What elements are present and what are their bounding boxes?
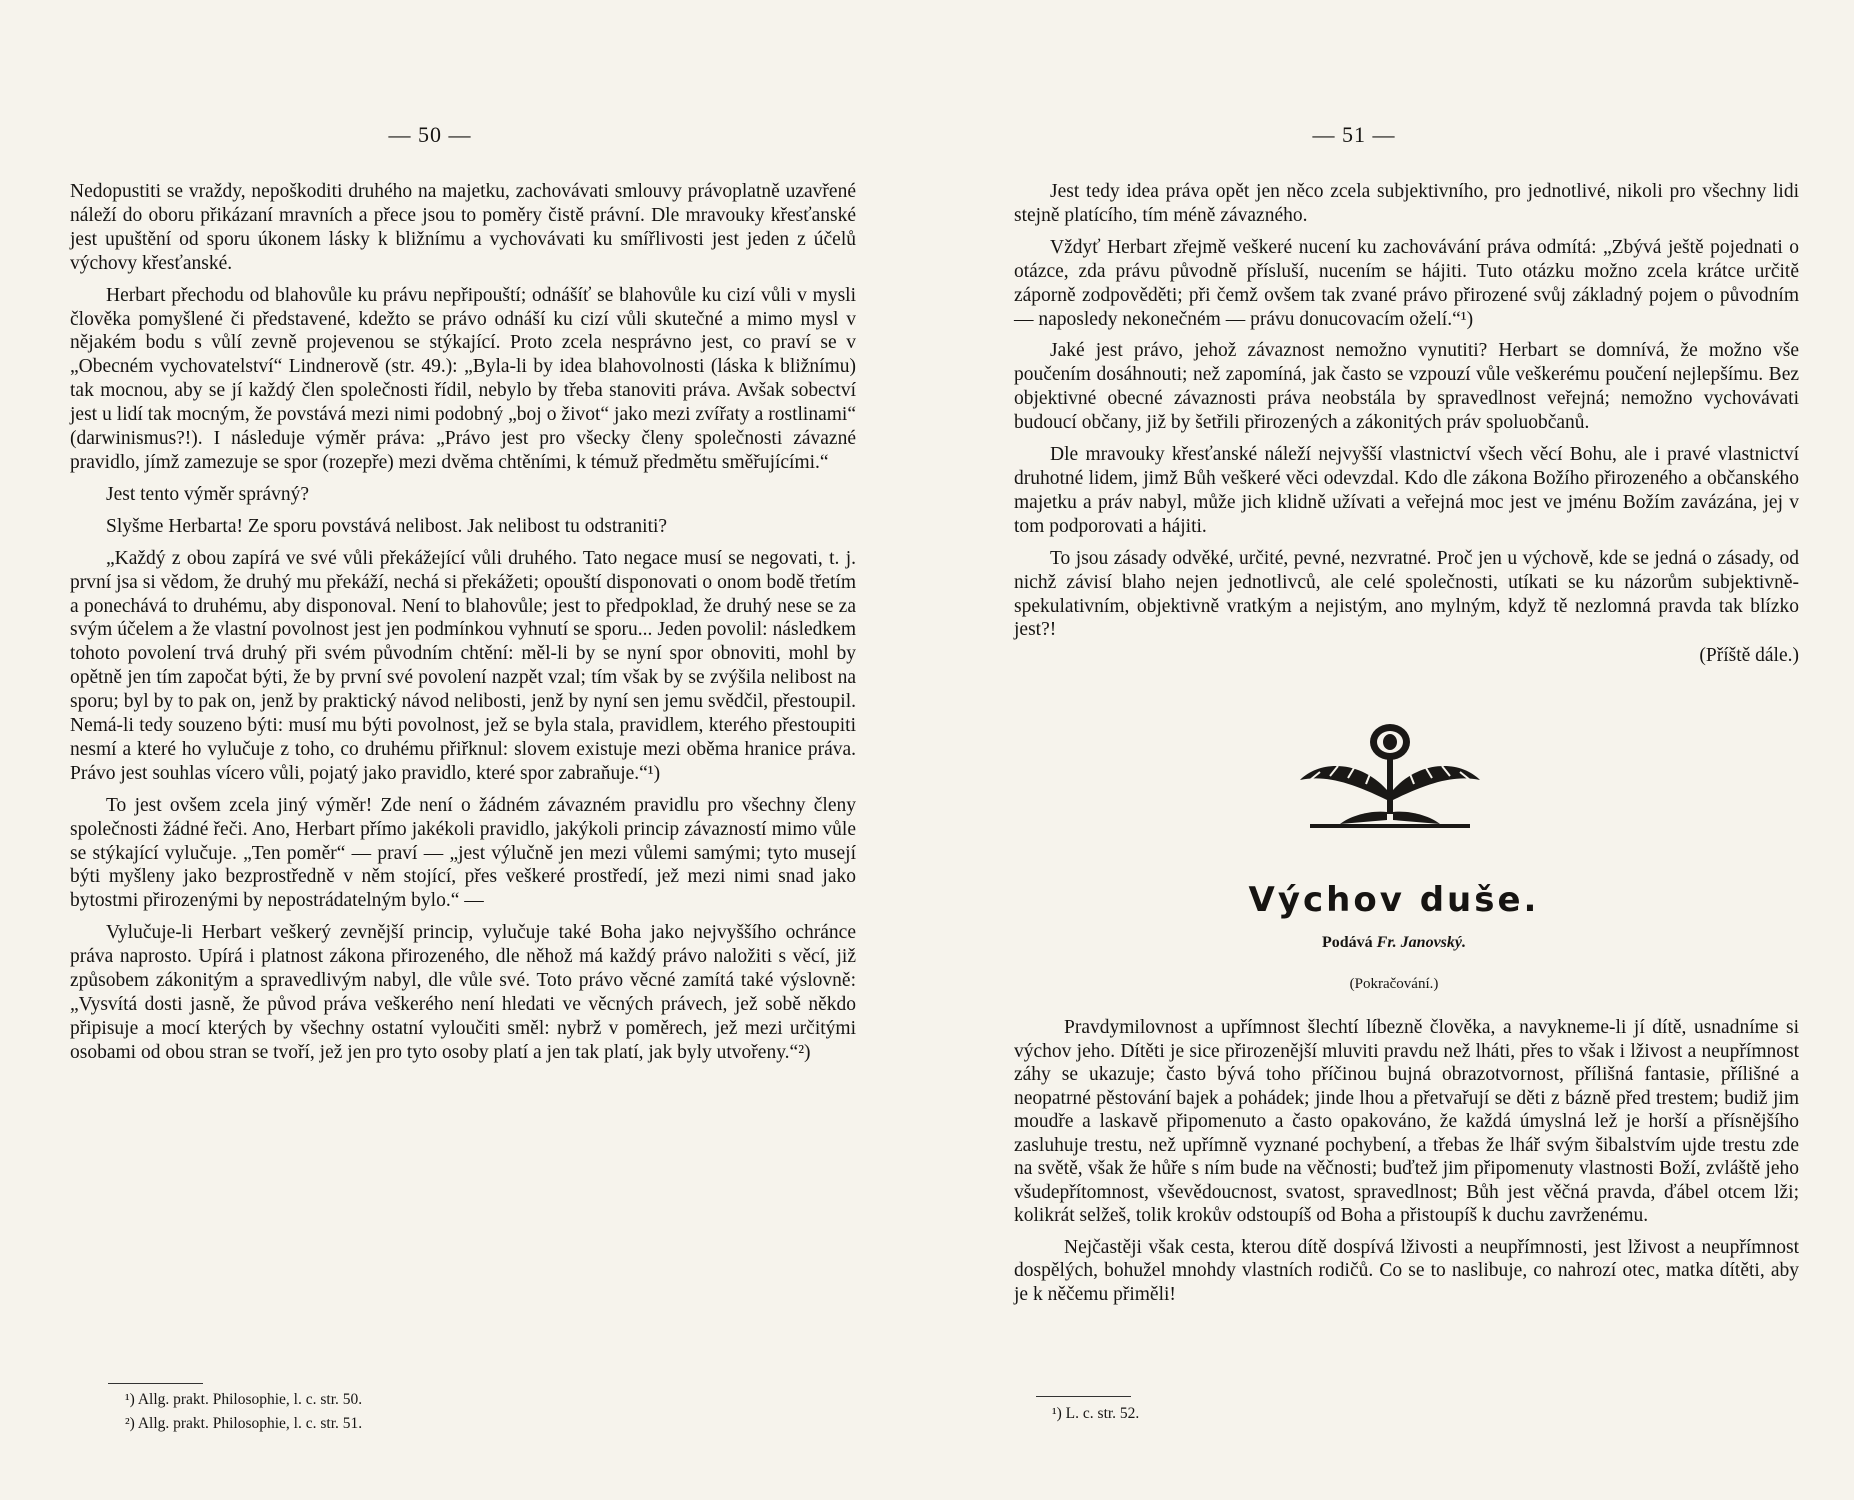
paragraph: To jest ovšem zcela jiný výměr! Zde není o žádném závazném pravidlu pro všechny členy společnosti žádné řeči. Ano, Herbart přímo jakékoli pravidlo, jakýkoli princip závazností mimo vůle se stýkající vylučuje. „Ten poměr“ — praví — „jest výlučně jen mezi vůlemi samými; tyto musejí býti myšleny jako bezprostředně v něm stojící, přes veškeré prostředí, jež mezi nimi snad jako bytostmi přirozenými by nepostrádatelným bylo.“ — [70,794,856,912]
paragraph: Nejčastěji však cesta, kterou dítě dospívá lživosti a neupřímnosti, jest lživost a neupřímnost dospělých, bohužel mnohdy vlastních rodičů. Co se to naslibuje, co nahrozí otec, matka dítěti, aby je k něčemu přiměli! [1014,1236,1799,1305]
author-name: Fr. Janovský. [1376,934,1466,951]
paragraph: Jaké jest právo, jehož závaznost nemožno vynutiti? Herbart se domnívá, že možno vše poučením dosáhnouti; než zapomíná, jak často se vzpouzí vůle veškerému poučení nejlepšímu. Bez objektivné obecné závaznosti práva neobstála by spravedlnost veřejná; nemožno vychovávati budoucí občany, již by šetřili přirozených a zákonitých práv spoluobčanů. [1014,340,1799,434]
paragraph: Vylučuje-li Herbart veškerý zevnější princip, vylučuje také Boha jako nejvyššího ochránce práva naprosto. Upírá i platnost zákona přirozeného, dle něhož má každý právo naložiti s věcí, již způsobem zákonitým a spravedlivým nabyl, dle vůle své. Toto právo věcné zamítá také výslovně: „Vysvítá dosti jasně, že původ práva veškerého není hledati ve věcných právech, jež sobě někdo připisuje a mocí kterých by všechny ostatní vyloučiti směl: nybrž v poměrech, jež mezi určitými osobami od obou stran se tvoří, jež jen pro tyto osoby platí a jen tak platí, jak byly utvořeny.“²) [70,922,856,1063]
footnote: ¹) L. c. str. 52. [1052,1405,1140,1422]
section-text-column [1014,1016,1799,1314]
paragraph: Dle mravouky křesťanské náleží nejvyšší vlastnictví všech věcí Bohu, ale i pravé vlastnictví druhotné lidem, jimž Bůh veškeré věci odevzdal. Kdo dle zákona Božího přirozeného a občanského majetku a práv nabyl, může jich klidně užívati a veřejná moc jest ve jménu Božím zavázána, jej v tom podporovati a hájiti. [1014,444,1799,537]
left-text-column [70,180,856,1073]
footnote: ¹) Allg. prakt. Philosophie, l. c. str. 50. [125,1391,363,1408]
paragraph: Pravdymilovnost a upřímnost šlechtí líbezně člověka, a navykneme-li jí dítě, usnadníme si výchov jeho. Dítěti je sice přirozenější mluviti pravdu než lháti, přes to však i lživost a neupřímnost záhy se ukazuje; často bývá toho příčinou bujná obrazotvornost, přílišná fantasie, přílišné a neopatrné pěstování bajek a pohádek; jinde lhou a přetvařují se děti z bázně před trestem; budiž jim moudře a laskavě připomenuto a často opakováno, že každá úmyslná lež je horší a přísnějšího zasluhuje trestu, než upřímně vyznané pochybení, a třebas že lhář svým šibalstvím ujde trestu zde na světě, však že hůře s ním bude na věčnosti; buďtež jim připomenuty vlastnosti Boží, zvláště jeho všudepřítomnost, vševědoucnost, svatost, spravedlnost; Bůh jest věčná pravda, ďábel otcem lži; kolikrát selžeš, tolik krokův odstoupíš od Boha a přistoupíš k duchu zavrženému. [1014,1017,1799,1226]
paragraph: Jest tento výměr správný? [106,483,310,505]
footnotes [125,1388,362,1436]
floral-ornament-icon [1290,720,1490,840]
footnote-divider [108,1383,203,1384]
section-note: (Pokračování.) [1349,976,1439,992]
footnote-divider [1036,1396,1131,1397]
paragraph: Nedopustiti se vraždy, nepoškoditi druhého na majetku, zachovávati smlouvy právoplatně uzavřené náleží do oboru přikázaní mravních a přece jsou to poměry čistě právní. Dle mravouky křesťanské jest upuštění od sporu úkonem lásky k bližnímu a vychovávati ku smířlivosti jest jeden z účelů výchovy křesťanské. [70,181,856,274]
footnote: ²) Allg. prakt. Philosophie, l. c. str. 51. [125,1415,363,1432]
paragraph: Vždyť Herbart zřejmě veškeré nucení ku zachovávání práva odmítá: „Zbývá ještě pojednati o otázce, zda právu původně přísluší, nucením se hájiti. Tuto otázku možno zcela krátce určitě záporně zodpověděti; při čemž ovšem tak zvané právo přirozené svůj základný pojem o původním — naposledy nekonečném — právu donucovacím oželí.“¹) [1014,236,1799,330]
paragraph: „Každý z obou zapírá ve své vůli překážející vůli druhého. Tato negace musí se negovati, t. j. první jsa si vědom, že druhý mu překáží, nechá si překážeti; opouští disponovati o onom bodě třetím a ponechává to druhému, aby disponoval. Není to blahovůle; jest to předpoklad, že druhý nese se za svým účelem a že vlastní povolnost jest jen podmínkou vyhnutí se sporu... Jeden povolil: následkem tohoto povolení trvá druhý při svém původním chtění: měl-li by se nyní spor obnoviti, mohl by opětně jen tím započat býti, že by první své povolení nazpět vzal; tím však by se zvýšila nelibost na sporu; byl by to pak on, jenž by praktický návod nelibosti, jenž by nyní sen jemu svědčil, přestoupil. Nemá-li tedy souzeno býti: musí mu býti povolnost, jež se byla stala, pravidlem, kterého přestoupiti nesmí a které ho vylučuje z toho, co druhému přiřknul: slovem existuje mezi oběma hranice práva. Právo jest souhlas vícero vůli, pojatý jako pravidlo, které spor zabraňuje.“¹) [70,547,856,784]
section-title: Výchov duše. [1248,880,1540,920]
left-page [0,0,920,1500]
page-number: — 51 — [1312,122,1396,147]
author-prefix: Podává [1321,934,1373,951]
continued-note: (Příště dále.) [1699,645,1799,667]
footnotes [1052,1402,1139,1426]
right-text-column [1014,180,1799,676]
paragraph: To jsou zásady odvěké, určité, pevné, nezvratné. Proč jen u výchově, kde se jedná o zásady, od nichž závisí blaho nejen jednotlivců, ale celé společnosti, utíkati se ku názorům subjektivně-spekulativním, objektivně vratkým a nejistým, ano mylným, když tě nezlomná pravda tak blízko jest?! [1014,547,1799,641]
right-page [934,0,1854,1500]
page-number: — 50 — [388,122,472,147]
paragraph: Slyšme Herbarta! Ze sporu povstává nelibost. Jak nelibost tu odstraniti? [106,515,668,537]
paragraph: Jest tedy idea práva opět jen něco zcela subjektivního, pro jednotlivé, nikoli pro všechny lidi stejně platícího, tím méně závazného. [1014,181,1799,226]
paragraph: Herbart přechodu od blahovůle ku právu nepřipouští; odnášíť se blahovůle ku cizí vůli v mysli člověka pomyšlené či představené, kdežto se právo odnáší ku cizí vůli skutečné a mimo mysl v nějakém bodu s vůlí zevně projevenou se stýkající. Proto zcela nesprávno jest, co praví se v „Obecném vychovatelství“ Lindnerově (str. 49.): „Byla-li by idea blahovolnosti (láska k bližnímu) tak mocnou, aby se jí každý člen společnosti řídil, nebylo by třeba stanoviti práva. Avšak sobectví jest u lidí tak mocným, že povstává mezi nimi podobný „boj o život“ jako mezi zvířaty a rostlinami“ (darwinismus?!). I následuje výměr práva: „Právo jest pro všecky členy společnosti závazné pravidlo, jímž zamezuje se spor (rozepře) mezi dvěma chtěními, k témuž předmětu směřujícími.“ [70,284,856,473]
section-author [934,934,1854,952]
